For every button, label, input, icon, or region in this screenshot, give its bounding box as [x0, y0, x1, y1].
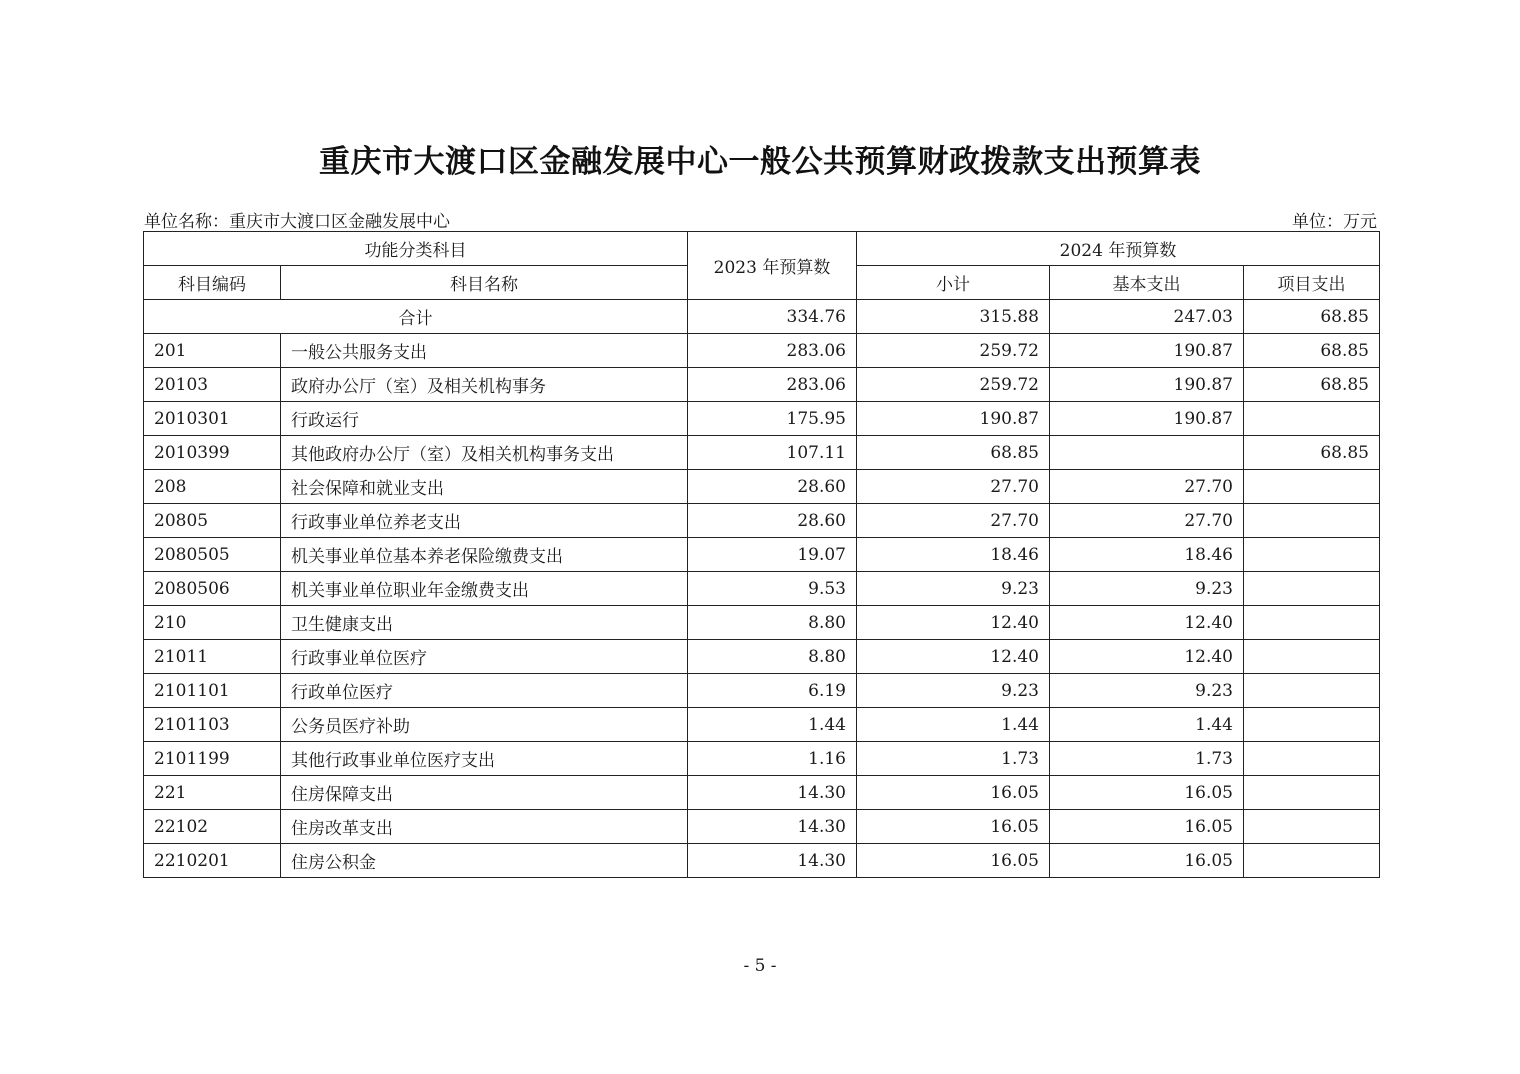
header-project: 项目支出 [1244, 266, 1380, 300]
row-2023: 19.07 [688, 538, 857, 572]
row-name: 政府办公厅（室）及相关机构事务 [281, 368, 688, 402]
page-number: - 5 - [743, 956, 777, 976]
table-row [144, 402, 1380, 436]
row-basic: 9.23 [1050, 572, 1244, 606]
row-subtotal: 259.72 [857, 334, 1050, 368]
row-basic: 1.44 [1050, 708, 1244, 742]
row-project [1244, 776, 1380, 810]
total-row [144, 300, 1380, 334]
row-name: 住房改革支出 [281, 810, 688, 844]
row-basic: 16.05 [1050, 776, 1244, 810]
table-row [144, 640, 1380, 674]
row-2023: 28.60 [688, 504, 857, 538]
row-2023: 283.06 [688, 334, 857, 368]
row-basic: 12.40 [1050, 606, 1244, 640]
row-code: 2101103 [144, 708, 281, 742]
row-code: 201 [144, 334, 281, 368]
row-2023: 14.30 [688, 776, 857, 810]
row-subtotal: 9.23 [857, 674, 1050, 708]
row-code: 2010301 [144, 402, 281, 436]
row-subtotal: 16.05 [857, 844, 1050, 878]
row-name: 机关事业单位基本养老保险缴费支出 [281, 538, 688, 572]
row-name: 行政单位医疗 [281, 674, 688, 708]
row-project [1244, 708, 1380, 742]
row-project [1244, 674, 1380, 708]
table-row [144, 810, 1380, 844]
page-title: 重庆市大渡口区金融发展中心一般公共预算财政拨款支出预算表 [319, 144, 1201, 180]
row-subtotal: 16.05 [857, 810, 1050, 844]
table-row [144, 674, 1380, 708]
row-2023: 6.19 [688, 674, 857, 708]
row-project [1244, 810, 1380, 844]
unit-name: 单位名称：重庆市大渡口区金融发展中心 [144, 212, 450, 232]
table-row [144, 844, 1380, 878]
row-basic: 18.46 [1050, 538, 1244, 572]
row-project: 68.85 [1244, 436, 1380, 470]
row-project [1244, 572, 1380, 606]
row-basic: 1.73 [1050, 742, 1244, 776]
budget-table [143, 231, 1380, 878]
header-name: 科目名称 [281, 266, 688, 300]
row-subtotal: 18.46 [857, 538, 1050, 572]
row-code: 22102 [144, 810, 281, 844]
row-project [1244, 470, 1380, 504]
total-basic: 247.03 [1050, 300, 1244, 334]
total-subtotal: 315.88 [857, 300, 1050, 334]
header-functional-category: 功能分类科目 [144, 232, 688, 266]
row-name: 机关事业单位职业年金缴费支出 [281, 572, 688, 606]
header-budget-2024: 2024 年预算数 [857, 232, 1380, 266]
total-label: 合计 [144, 300, 688, 334]
header-subtotal: 小计 [857, 266, 1050, 300]
header-budget-2023: 2023 年预算数 [688, 232, 857, 300]
row-subtotal: 12.40 [857, 640, 1050, 674]
row-code: 21011 [144, 640, 281, 674]
row-subtotal: 68.85 [857, 436, 1050, 470]
row-2023: 9.53 [688, 572, 857, 606]
row-2023: 8.80 [688, 606, 857, 640]
row-name: 公务员医疗补助 [281, 708, 688, 742]
total-project: 68.85 [1244, 300, 1380, 334]
table-row [144, 368, 1380, 402]
row-code: 221 [144, 776, 281, 810]
row-code: 2210201 [144, 844, 281, 878]
row-project: 68.85 [1244, 334, 1380, 368]
row-basic: 27.70 [1050, 504, 1244, 538]
table-row [144, 470, 1380, 504]
header-code: 科目编码 [144, 266, 281, 300]
row-code: 208 [144, 470, 281, 504]
row-project [1244, 606, 1380, 640]
row-basic: 16.05 [1050, 844, 1244, 878]
table-row [144, 572, 1380, 606]
row-code: 2101199 [144, 742, 281, 776]
row-subtotal: 12.40 [857, 606, 1050, 640]
row-code: 2080505 [144, 538, 281, 572]
row-project [1244, 640, 1380, 674]
row-basic: 190.87 [1050, 402, 1244, 436]
row-basic: 190.87 [1050, 368, 1244, 402]
row-code: 2080506 [144, 572, 281, 606]
row-2023: 14.30 [688, 844, 857, 878]
row-basic [1050, 436, 1244, 470]
row-basic: 12.40 [1050, 640, 1244, 674]
row-subtotal: 16.05 [857, 776, 1050, 810]
row-2023: 14.30 [688, 810, 857, 844]
row-basic: 27.70 [1050, 470, 1244, 504]
total-2023: 334.76 [688, 300, 857, 334]
row-code: 2101101 [144, 674, 281, 708]
table-row [144, 504, 1380, 538]
row-code: 20103 [144, 368, 281, 402]
table-row [144, 334, 1380, 368]
row-2023: 28.60 [688, 470, 857, 504]
row-project [1244, 538, 1380, 572]
table-row [144, 742, 1380, 776]
table-row [144, 776, 1380, 810]
row-code: 20805 [144, 504, 281, 538]
row-name: 住房公积金 [281, 844, 688, 878]
row-2023: 283.06 [688, 368, 857, 402]
row-project [1244, 402, 1380, 436]
row-name: 社会保障和就业支出 [281, 470, 688, 504]
table-row [144, 538, 1380, 572]
row-2023: 1.44 [688, 708, 857, 742]
row-name: 其他行政事业单位医疗支出 [281, 742, 688, 776]
row-code: 2010399 [144, 436, 281, 470]
row-name: 一般公共服务支出 [281, 334, 688, 368]
row-name: 其他政府办公厅（室）及相关机构事务支出 [281, 436, 688, 470]
header-basic: 基本支出 [1050, 266, 1244, 300]
row-name: 卫生健康支出 [281, 606, 688, 640]
row-subtotal: 259.72 [857, 368, 1050, 402]
table-row [144, 606, 1380, 640]
row-project [1244, 742, 1380, 776]
table-row [144, 708, 1380, 742]
row-project: 68.85 [1244, 368, 1380, 402]
header-row-1 [144, 232, 1380, 266]
row-name: 行政运行 [281, 402, 688, 436]
unit-label: 单位：万元 [1292, 212, 1377, 232]
row-subtotal: 1.44 [857, 708, 1050, 742]
row-subtotal: 9.23 [857, 572, 1050, 606]
row-basic: 16.05 [1050, 810, 1244, 844]
row-code: 210 [144, 606, 281, 640]
row-2023: 107.11 [688, 436, 857, 470]
row-subtotal: 190.87 [857, 402, 1050, 436]
table-row [144, 436, 1380, 470]
row-name: 住房保障支出 [281, 776, 688, 810]
row-subtotal: 1.73 [857, 742, 1050, 776]
row-name: 行政事业单位医疗 [281, 640, 688, 674]
row-project [1244, 504, 1380, 538]
row-2023: 8.80 [688, 640, 857, 674]
row-project [1244, 844, 1380, 878]
row-subtotal: 27.70 [857, 504, 1050, 538]
row-basic: 9.23 [1050, 674, 1244, 708]
row-2023: 1.16 [688, 742, 857, 776]
row-2023: 175.95 [688, 402, 857, 436]
row-name: 行政事业单位养老支出 [281, 504, 688, 538]
row-basic: 190.87 [1050, 334, 1244, 368]
row-subtotal: 27.70 [857, 470, 1050, 504]
